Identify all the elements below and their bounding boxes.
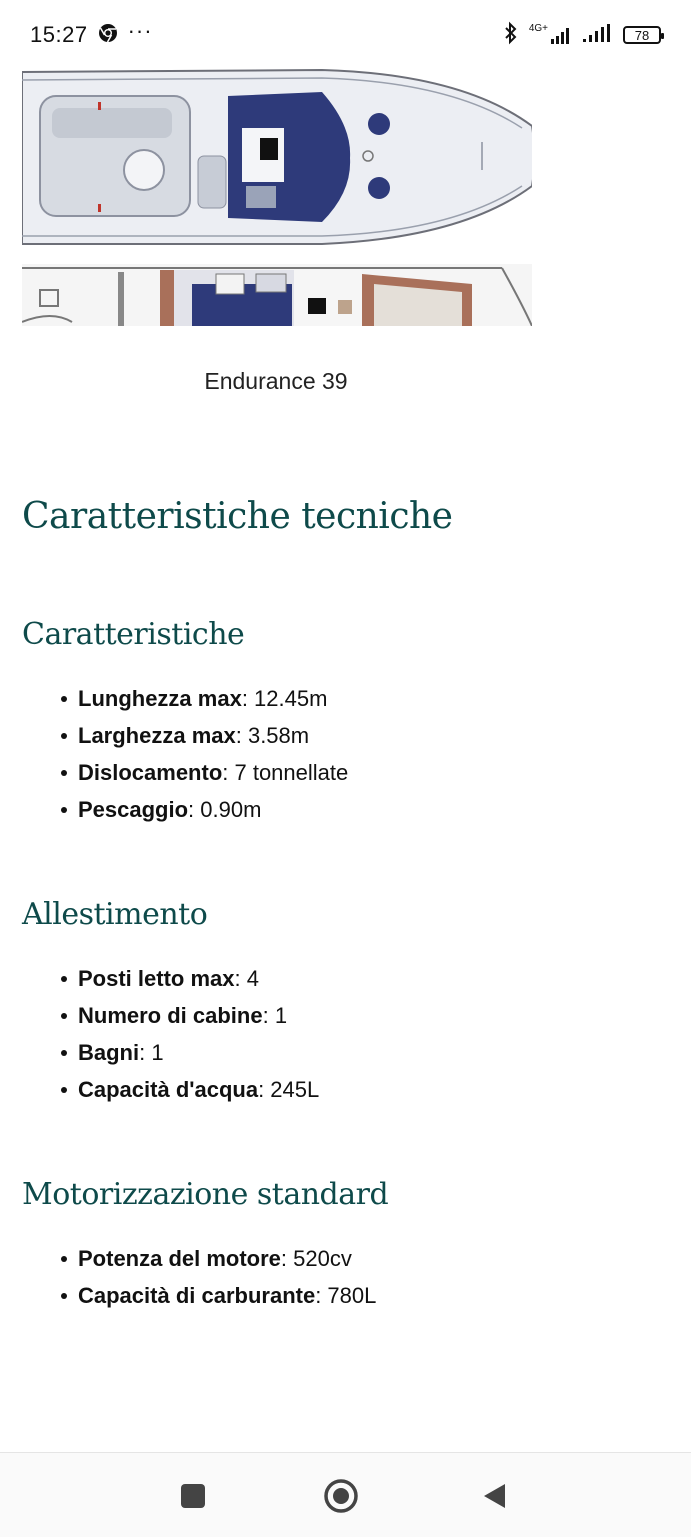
page-title: Caratteristiche tecniche [22,496,453,537]
navigation-bar [0,1452,691,1537]
spec-value: : 1 [262,1003,288,1028]
section-caratteristiche [22,617,662,828]
network-type: 4G+ [528,23,548,34]
bluetooth-icon [503,21,519,50]
status-right [503,21,661,50]
spec-label: Numero di cabine [78,1003,263,1028]
spec-label: Posti letto max [78,966,235,991]
spec-label: Larghezza max [78,723,236,748]
spec-value: : 12.45m [241,686,328,711]
home-button[interactable] [326,1481,356,1511]
spec-label: Bagni [78,1040,140,1065]
spec-value: : 780L [315,1283,377,1308]
spec-value: : 7 tonnellate [222,760,349,785]
chrome-icon [98,23,118,48]
status-bar [0,0,691,70]
image-caption: Endurance 39 [204,368,348,394]
spec-value: : 3.58m [235,723,310,748]
spec-label: Pescaggio [78,797,189,822]
spec-list [22,1240,662,1314]
spec-label: Capacità d'acqua [78,1077,259,1102]
battery-icon: 78 [623,26,661,44]
section-title: Caratteristiche [22,617,245,652]
spec-list [22,680,662,828]
signal-icon [528,23,573,44]
home-icon [323,1478,359,1514]
list-item [22,1277,662,1314]
spec-value: : 245L [258,1077,320,1102]
list-item [22,791,662,828]
spec-label: Potenza del motore [78,1246,281,1271]
list-item [22,997,662,1034]
list-item [22,960,662,997]
spec-label: Lunghezza max [78,686,242,711]
more-notifications-icon: ··· [127,18,153,43]
back-icon [480,1481,510,1511]
status-left [30,18,153,48]
recent-apps-button[interactable] [178,1481,208,1511]
list-item [22,1240,662,1277]
signal-icon-2 [583,24,613,47]
list-item [22,1034,662,1071]
list-item [22,680,662,717]
spec-value: : 1 [139,1040,164,1065]
recent-apps-icon [178,1481,208,1511]
spec-list [22,960,662,1108]
list-item [22,717,662,754]
boat-interior-image [22,264,532,326]
section-title: Allestimento [22,897,208,932]
section-motorizzazione [22,1177,662,1314]
section-title: Motorizzazione standard [22,1177,389,1212]
boat-top-view-image [22,66,532,248]
spec-value: : 520cv [280,1246,352,1271]
spec-value: : 4 [234,966,259,991]
section-allestimento [22,897,662,1108]
list-item [22,754,662,791]
spec-label: Dislocamento [78,760,223,785]
spec-value: : 0.90m [188,797,262,822]
status-time: 15:27 [30,22,88,47]
list-item [22,1071,662,1108]
back-button[interactable] [480,1481,510,1511]
spec-label: Capacità di carburante [78,1283,316,1308]
